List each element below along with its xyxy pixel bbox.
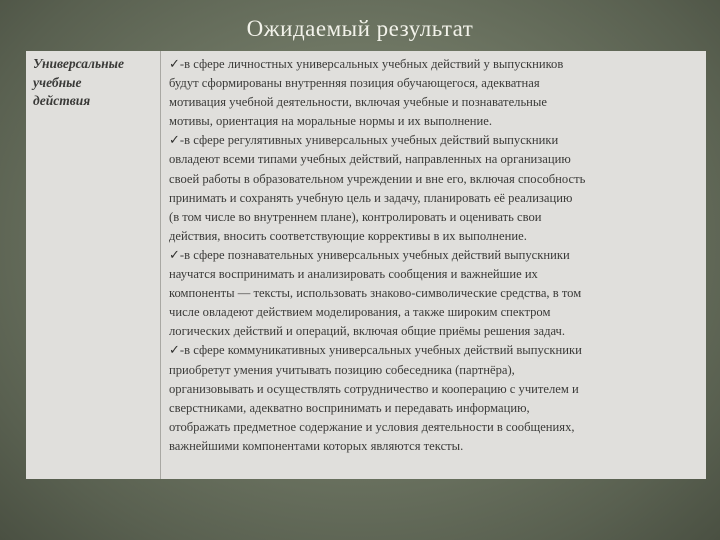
slide-title: Ожидаемый результат: [246, 16, 474, 41]
line-text: числе овладеют действием моделирования, а также широким спектром: [169, 305, 551, 320]
line-text: мотивация учебной деятельности, включая учебные и познавательные: [169, 95, 547, 110]
line-text: сверстниками, адекватно воспринимать и передавать информацию,: [169, 400, 530, 415]
category-line: Универсальные: [33, 56, 125, 71]
line-text: -в сфере регулятивных универсальных учебных действий выпускники: [179, 133, 559, 148]
line-text: (в том числе во внутреннем плане), контролировать и оценивать свои: [169, 209, 542, 224]
text-line: [169, 150, 702, 169]
text-line: [169, 189, 702, 208]
line-text: компоненты — тексты, использовать знаково-символические средства, в том: [169, 286, 582, 301]
text-line: [169, 437, 702, 456]
line-text: отображать предметное содержание и условия деятельности в сообщениях,: [169, 419, 575, 434]
line-text: мотивы, ориентация на моральные нормы и их выполнение.: [169, 114, 492, 129]
line-text: важнейшими компонентами которых являются тексты.: [169, 438, 464, 453]
line-text: действия, вносить соответствующие коррективы в их выполнение.: [169, 228, 527, 243]
text-line: [169, 380, 702, 399]
line-text: овладеют всеми типами учебных действий, направленных на организацию: [169, 152, 571, 167]
line-text: организовывать и осуществлять сотрудничество и кооперацию с учителем и: [169, 381, 579, 396]
checkmark-icon: ✓: [169, 57, 180, 72]
text-line: [169, 399, 702, 418]
line-text: логических действий и операций, включая общие приёмы решения задач.: [169, 324, 566, 339]
description-cell: [161, 51, 706, 479]
text-line: [169, 112, 702, 131]
text-line: [169, 74, 702, 93]
text-line: [169, 208, 702, 227]
line-text: будут сформированы внутренняя позиция обучающегося, адекватная: [169, 76, 540, 91]
text-line: [169, 284, 702, 303]
line-text: своей работы в образовательном учреждении и вне его, включая способность: [169, 171, 586, 186]
results-table: [26, 51, 706, 479]
line-text: -в сфере коммуникативных универсальных учебных действий выпускники: [179, 343, 582, 358]
text-line: [169, 227, 702, 246]
checkmark-icon: ✓: [169, 133, 180, 149]
bullet-line: [169, 246, 702, 265]
text-line: [169, 361, 702, 380]
bullet-line: [169, 131, 702, 150]
category-line: учебные: [33, 74, 82, 90]
line-text: приобретут умения учитывать позицию собеседника (партнёра),: [169, 362, 515, 377]
line-text: -в сфере познавательных универсальных учебных действий выпускники: [179, 247, 570, 262]
bullet-line: [169, 55, 702, 74]
bullet-line: [169, 341, 702, 360]
checkmark-icon: ✓: [169, 247, 180, 263]
line-text: принимать и сохранять учебную цель и задачу, планировать её реализацию: [169, 190, 573, 205]
text-line: [169, 170, 702, 189]
category-line: действия: [33, 93, 91, 108]
text-line: [169, 265, 702, 284]
line-text: -в сфере личностных универсальных учебных действий у выпускников: [179, 57, 564, 71]
text-line: [169, 303, 702, 322]
checkmark-icon: ✓: [169, 343, 180, 359]
text-line: [169, 322, 702, 341]
text-line: [169, 418, 702, 437]
text-line: [169, 93, 702, 112]
line-text: научатся воспринимать и анализировать сообщения и важнейшие их: [169, 267, 538, 282]
category-cell: [26, 51, 161, 479]
